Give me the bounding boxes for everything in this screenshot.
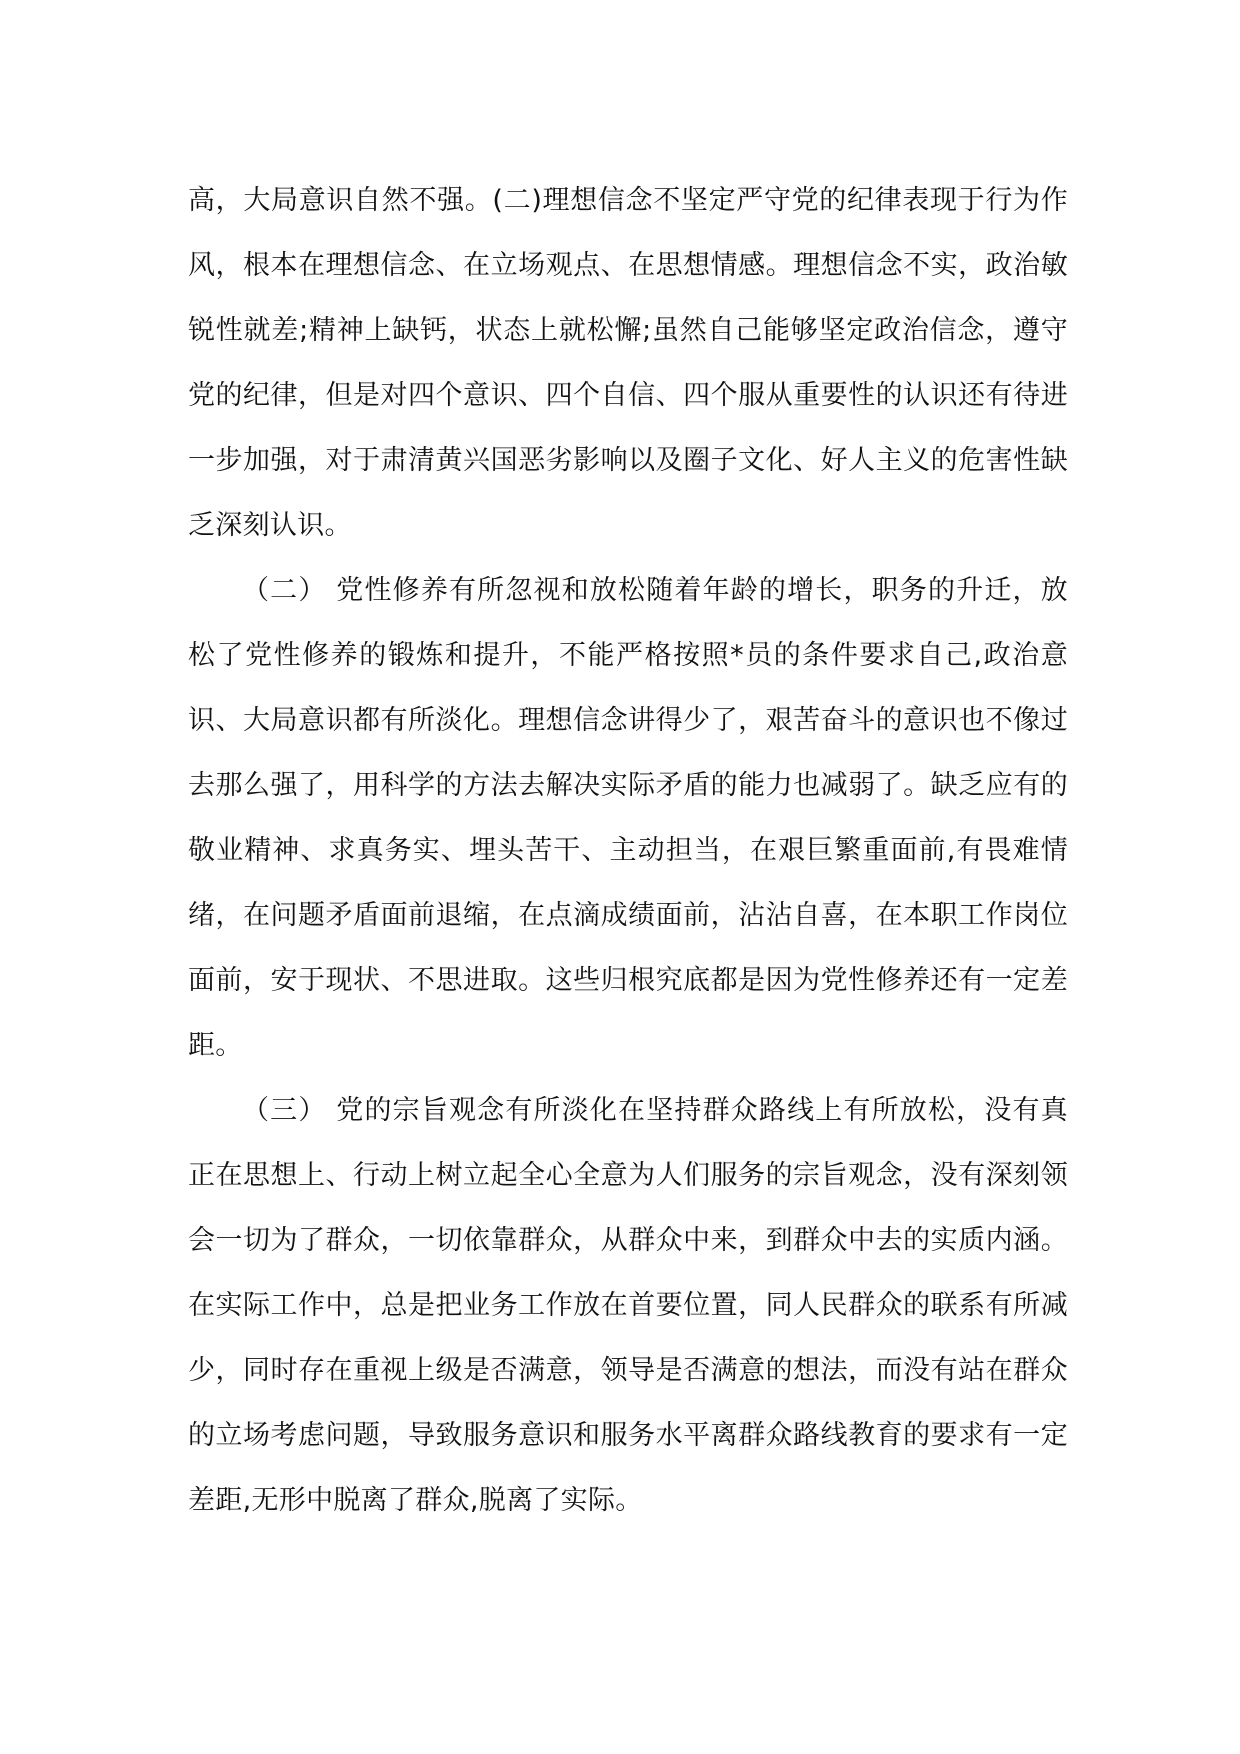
paragraph-party-spirit: （二） 党性修养有所忽视和放松随着年龄的增长，职务的升迁，放松了党性修养的锻炼和提升，不能严格按照*员的条件要求自己,政治意识、大局意识都有所淡化。理想信念讲得少了，艰苦奋斗的意识也不像过去那么强了，用科学的方法去解决实际矛盾的能力也减弱了。缺乏应有的敬业精神、求真务实、埋头苦干、主动担当，在艰巨繁重面前,有畏难情绪，在问题矛盾面前退缩，在点滴成绩面前，沾沾自喜，在本职工作岗位面前，安于现状、不思进取。这些归根究底都是因为党性修养还有一定差距。 xyxy=(188,575,1068,1061)
paragraph-party-purpose: （三） 党的宗旨观念有所淡化在坚持群众路线上有所放松，没有真正在思想上、行动上树立起全心全意为人们服务的宗旨观念，没有深刻领会一切为了群众，一切依靠群众，从群众中来，到群众中去的实质内涵。在实际工作中，总是把业务工作放在首要位置，同人民群众的联系有所减少，同时存在重视上级是否满意，领导是否满意的想法，而没有站在群众的立场考虑问题，导致服务意识和服务水平离群众路线教育的要求有一定差距,无形中脱离了群众,脱离了实际。 xyxy=(188,1095,1068,1516)
paragraph-continuation: 高，大局意识自然不强。(二)理想信念不坚定严守党的纪律表现于行为作风，根本在理想信念、在立场观点、在思想情感。理想信念不实，政治敏锐性就差;精神上缺钙，状态上就松懈;虽然自己能够坚定政治信念，遵守党的纪律，但是对四个意识、四个自信、四个服从重要性的认识还有待进一步加强，对于肃清黄兴国恶劣影响以及圈子文化、好人主义的危害性缺乏深刻认识。 xyxy=(188,185,1068,541)
document-body xyxy=(188,168,1068,1533)
